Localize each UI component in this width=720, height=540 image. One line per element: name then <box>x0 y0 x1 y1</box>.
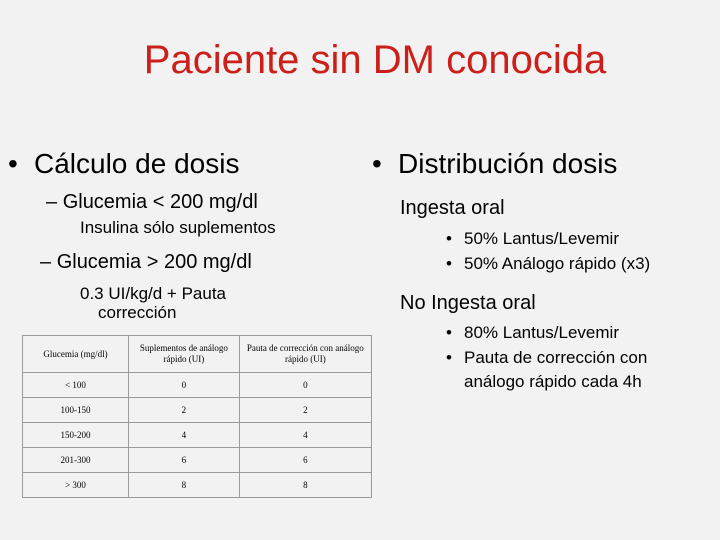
table-cell: 4 <box>239 423 371 448</box>
table-cell: 8 <box>239 473 371 498</box>
bullet-icon: • <box>446 323 452 342</box>
no-oral-item-2-text: Pauta de corrección con <box>464 348 648 367</box>
table-cell: 2 <box>239 398 371 423</box>
table-cell: 2 <box>129 398 240 423</box>
table-cell: 201-300 <box>23 448 129 473</box>
bullet-icon: • <box>372 148 382 179</box>
table-cell: > 300 <box>23 473 129 498</box>
no-oral-heading: No Ingesta oral <box>400 292 536 314</box>
left-heading <box>8 148 239 180</box>
slide-title: Paciente sin DM conocida <box>143 38 607 82</box>
table-header: Glucemia (mg/dl) <box>23 336 129 373</box>
table-row <box>23 473 372 498</box>
left-item-1-detail: Insulina sólo suplementos <box>80 218 276 237</box>
left-item-1 <box>46 190 258 214</box>
oral-item-1-text: 50% Lantus/Levemir <box>464 229 619 248</box>
table-row <box>23 423 372 448</box>
bullet-icon: • <box>446 254 452 273</box>
bullet-icon: • <box>446 348 452 367</box>
no-oral-item-2 <box>446 347 647 369</box>
table-cell: 4 <box>129 423 240 448</box>
right-heading <box>372 148 617 180</box>
table-row <box>23 448 372 473</box>
table-cell: 8 <box>129 473 240 498</box>
oral-item-2-text: 50% Análogo rápido (x3) <box>464 254 651 273</box>
no-oral-item-1 <box>446 322 619 344</box>
table-cell: < 100 <box>23 373 129 398</box>
bullet-icon: • <box>446 229 452 248</box>
no-oral-item-1-text: 80% Lantus/Levemir <box>464 323 619 342</box>
oral-item-1 <box>446 228 619 250</box>
table-cell: 6 <box>129 448 240 473</box>
left-item-2-detail-2: corrección <box>98 303 177 322</box>
oral-heading: Ingesta oral <box>400 197 505 219</box>
right-heading-text: Distribución dosis <box>398 148 618 179</box>
table-cell: 150-200 <box>23 423 129 448</box>
table-row <box>23 373 372 398</box>
table-cell: 6 <box>239 448 371 473</box>
table-cell: 100-150 <box>23 398 129 423</box>
table-row <box>23 398 372 423</box>
dash-icon: – <box>46 191 63 213</box>
left-item-2-detail-1: 0.3 UI/kg/d + Pauta <box>80 284 227 303</box>
oral-item-2 <box>446 253 650 275</box>
left-item-2-text: Glucemia > 200 mg/dl <box>56 251 252 273</box>
dose-table <box>22 335 372 498</box>
table-header-row <box>23 336 372 373</box>
table-header: Suplementos de análogo rápido (UI) <box>129 336 240 373</box>
bullet-icon: • <box>8 148 18 179</box>
table-header: Pauta de corrección con análogo rápido (UI) <box>239 336 371 373</box>
left-item-1-text: Glucemia < 200 mg/dl <box>62 191 258 213</box>
left-item-2 <box>40 250 252 274</box>
dash-icon: – <box>40 251 57 273</box>
table-cell: 0 <box>239 373 371 398</box>
no-oral-item-2-cont: análogo rápido cada 4h <box>464 372 642 391</box>
left-heading-text: Cálculo de dosis <box>34 148 240 179</box>
table-cell: 0 <box>129 373 240 398</box>
